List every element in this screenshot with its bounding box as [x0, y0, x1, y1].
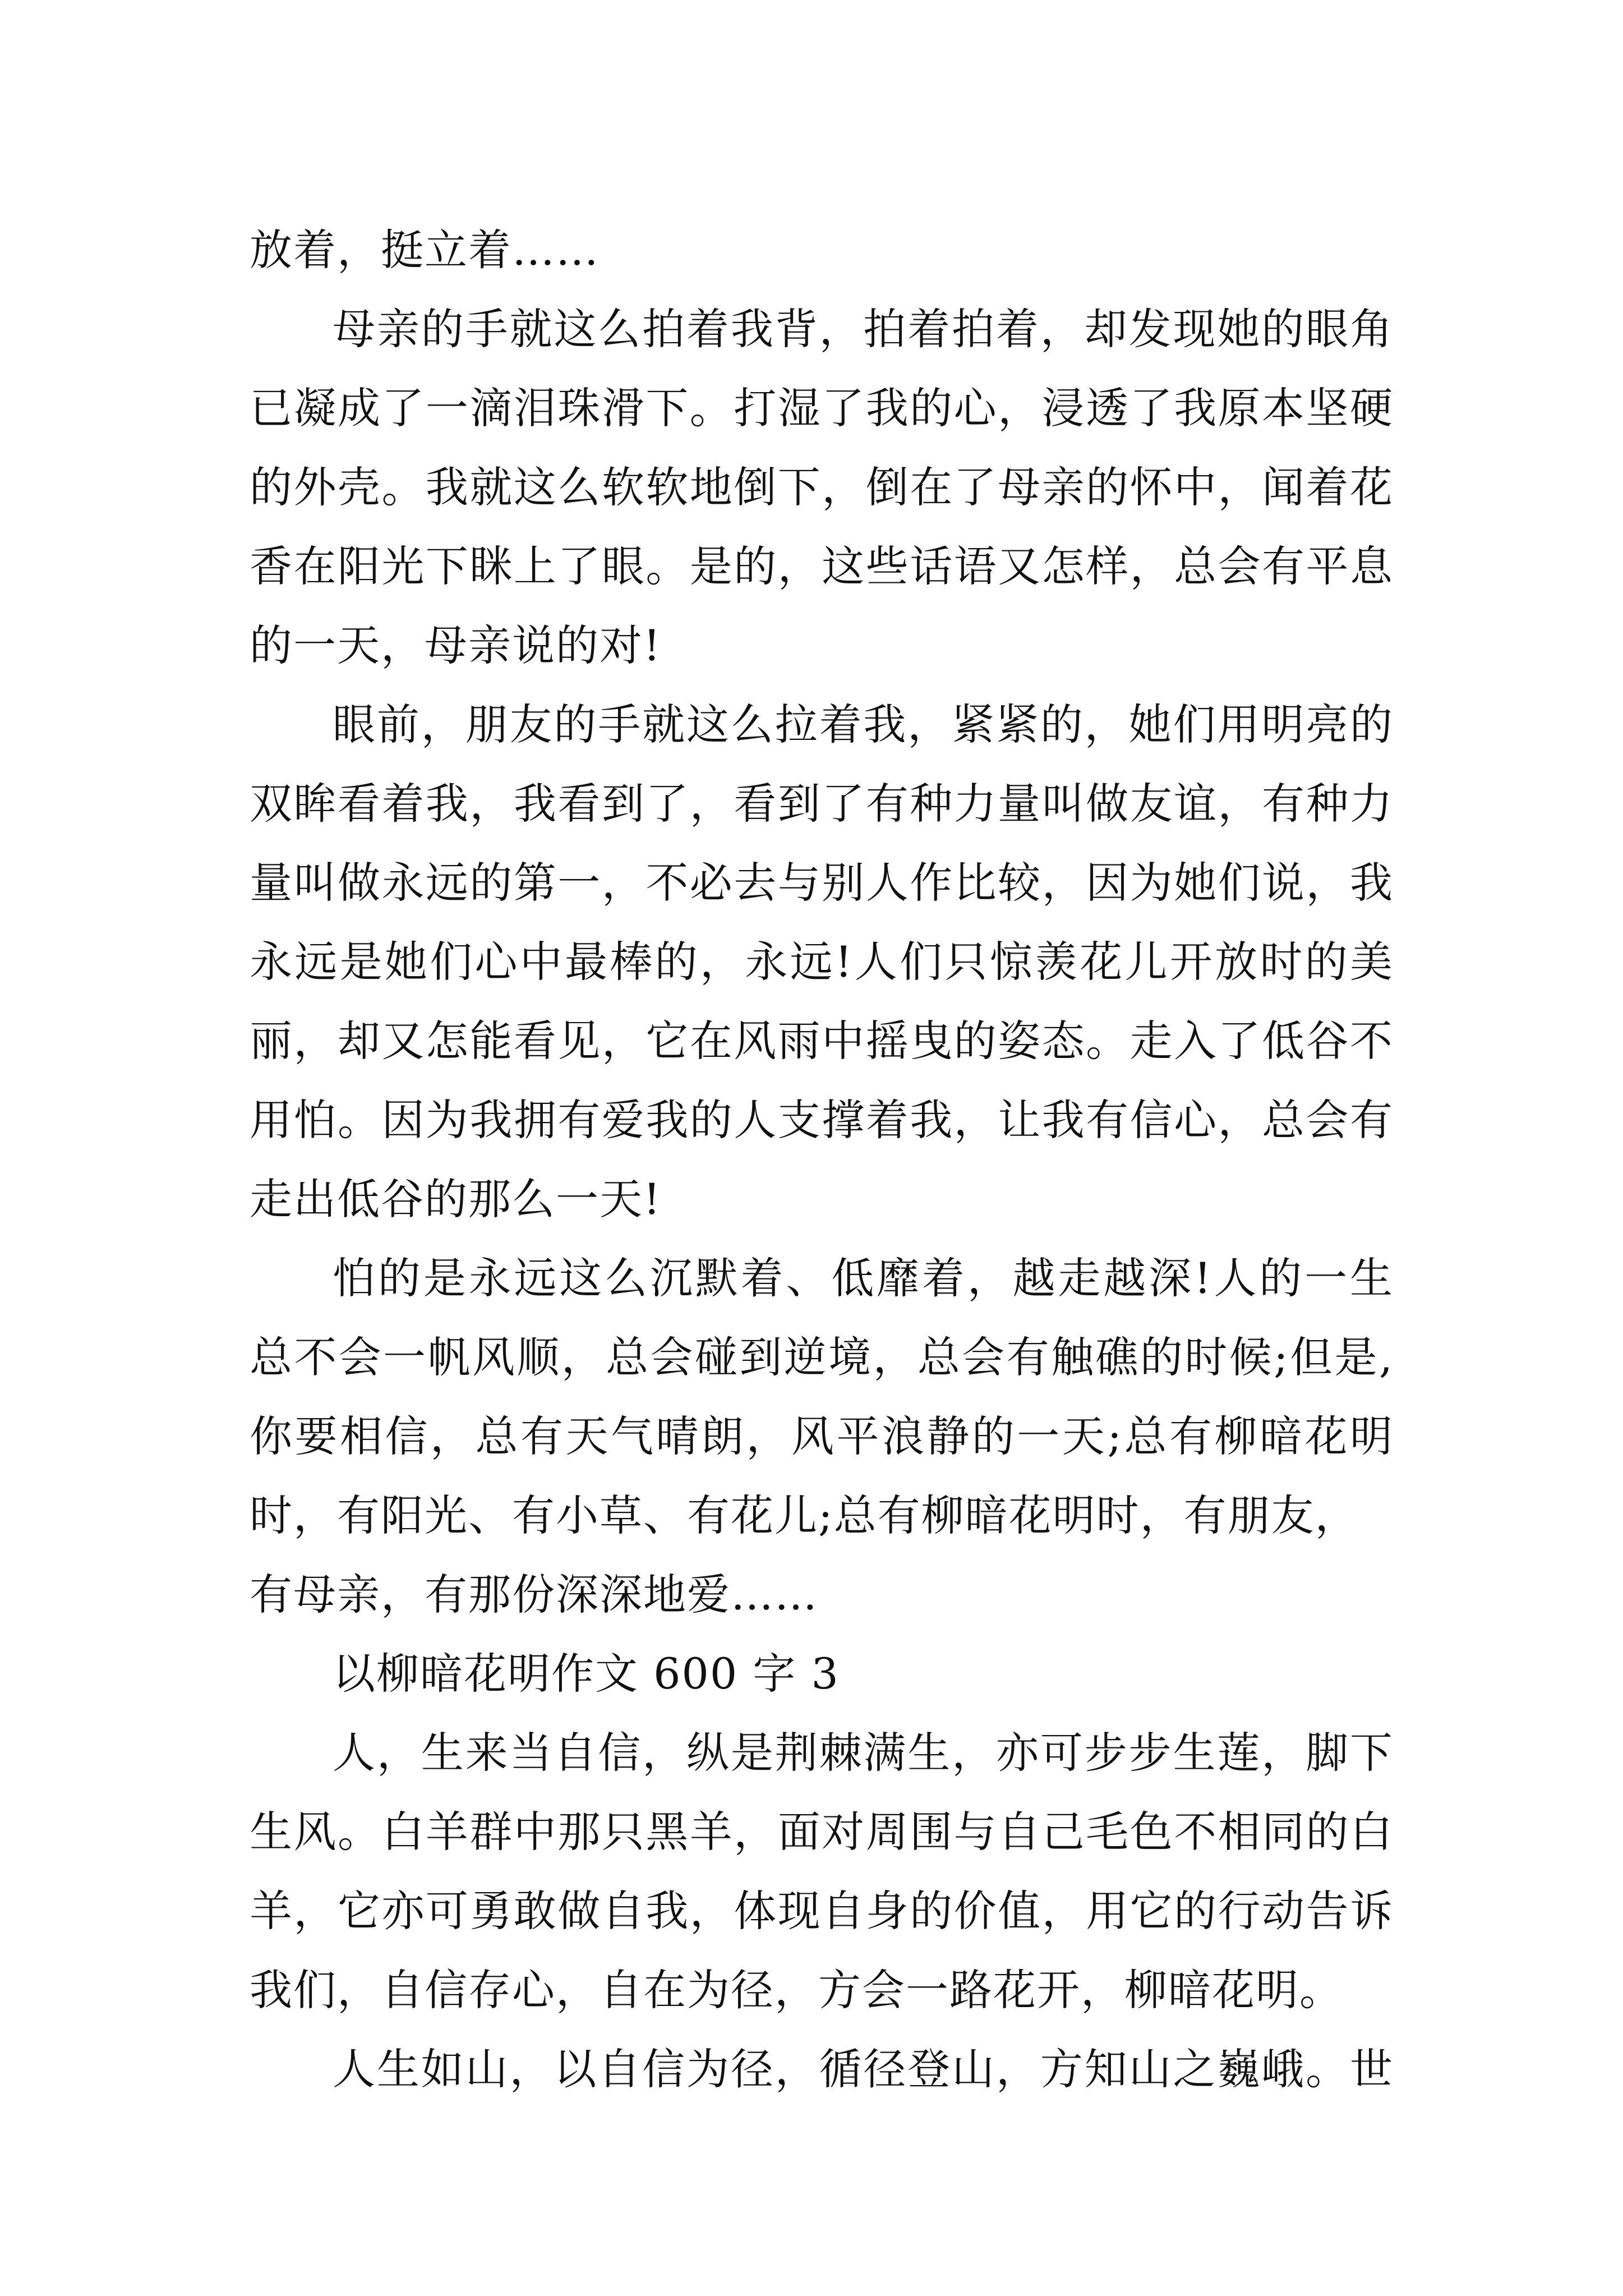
text-line: 的外壳。我就这么软软地倒下，倒在了母亲的怀中，闻着花 [250, 462, 1394, 512]
text-line: 量叫做永远的第一，不必去与别人作比较，因为她们说，我 [250, 858, 1394, 908]
text-line: 时，有阳光、有小草、有花儿;总有柳暗花明时，有朋友， [250, 1490, 1359, 1540]
text-line: 母亲的手就这么拍着我背，拍着拍着，却发现她的眼角 [333, 304, 1394, 354]
text-line: 丽，却又怎能看见，它在风雨中摇曳的姿态。走入了低谷不 [250, 1016, 1394, 1066]
text-line: 人，生来当自信，纵是荆棘满生，亦可步步生莲，脚下 [333, 1728, 1394, 1778]
text-line: 有母亲，有那份深深地爱…… [250, 1570, 818, 1619]
text-line: 已凝成了一滴泪珠滑下。打湿了我的心，浸透了我原本坚硬 [250, 383, 1394, 433]
text-line: 永远是她们心中最棒的，永远!人们只惊羡花儿开放时的美 [250, 937, 1394, 987]
text-line: 眼前，朋友的手就这么拉着我，紧紧的，她们用明亮的 [333, 700, 1394, 749]
text-line: 人生如山，以自信为径，循径登山，方知山之巍峨。世 [333, 2044, 1394, 2094]
text-line: 羊，它亦可勇敢做自我，体现自身的价值，用它的行动告诉 [250, 1886, 1394, 1936]
text-line: 用怕。因为我拥有爱我的人支撑着我，让我有信心，总会有 [250, 1095, 1394, 1145]
text-line: 怕的是永远这么沉默着、低靡着，越走越深!人的一生 [333, 1253, 1394, 1303]
text-line: 生风。白羊群中那只黑羊，面对周围与自己毛色不相同的白 [250, 1807, 1394, 1857]
text-line: 香在阳光下眯上了眼。是的，这些话语又怎样，总会有平息 [250, 541, 1394, 591]
text-line: 双眸看着我，我看到了，看到了有种力量叫做友谊，有种力 [250, 779, 1394, 829]
section-heading: 以柳暗花明作文 600 字 3 [333, 1649, 840, 1699]
text-line: 总不会一帆风顺，总会碰到逆境，总会有触礁的时候;但是, [250, 1332, 1394, 1382]
text-line: 放着，挺立着…… [250, 225, 600, 275]
text-line: 的一天，母亲说的对! [250, 620, 662, 670]
text-line: 你要相信，总有天气晴朗，风平浪静的一天;总有柳暗花明 [250, 1411, 1394, 1461]
text-line: 走出低谷的那么一天! [250, 1174, 662, 1224]
text-line: 我们，自信存心，自在为径，方会一路花开，柳暗花明。 [250, 1965, 1343, 2015]
